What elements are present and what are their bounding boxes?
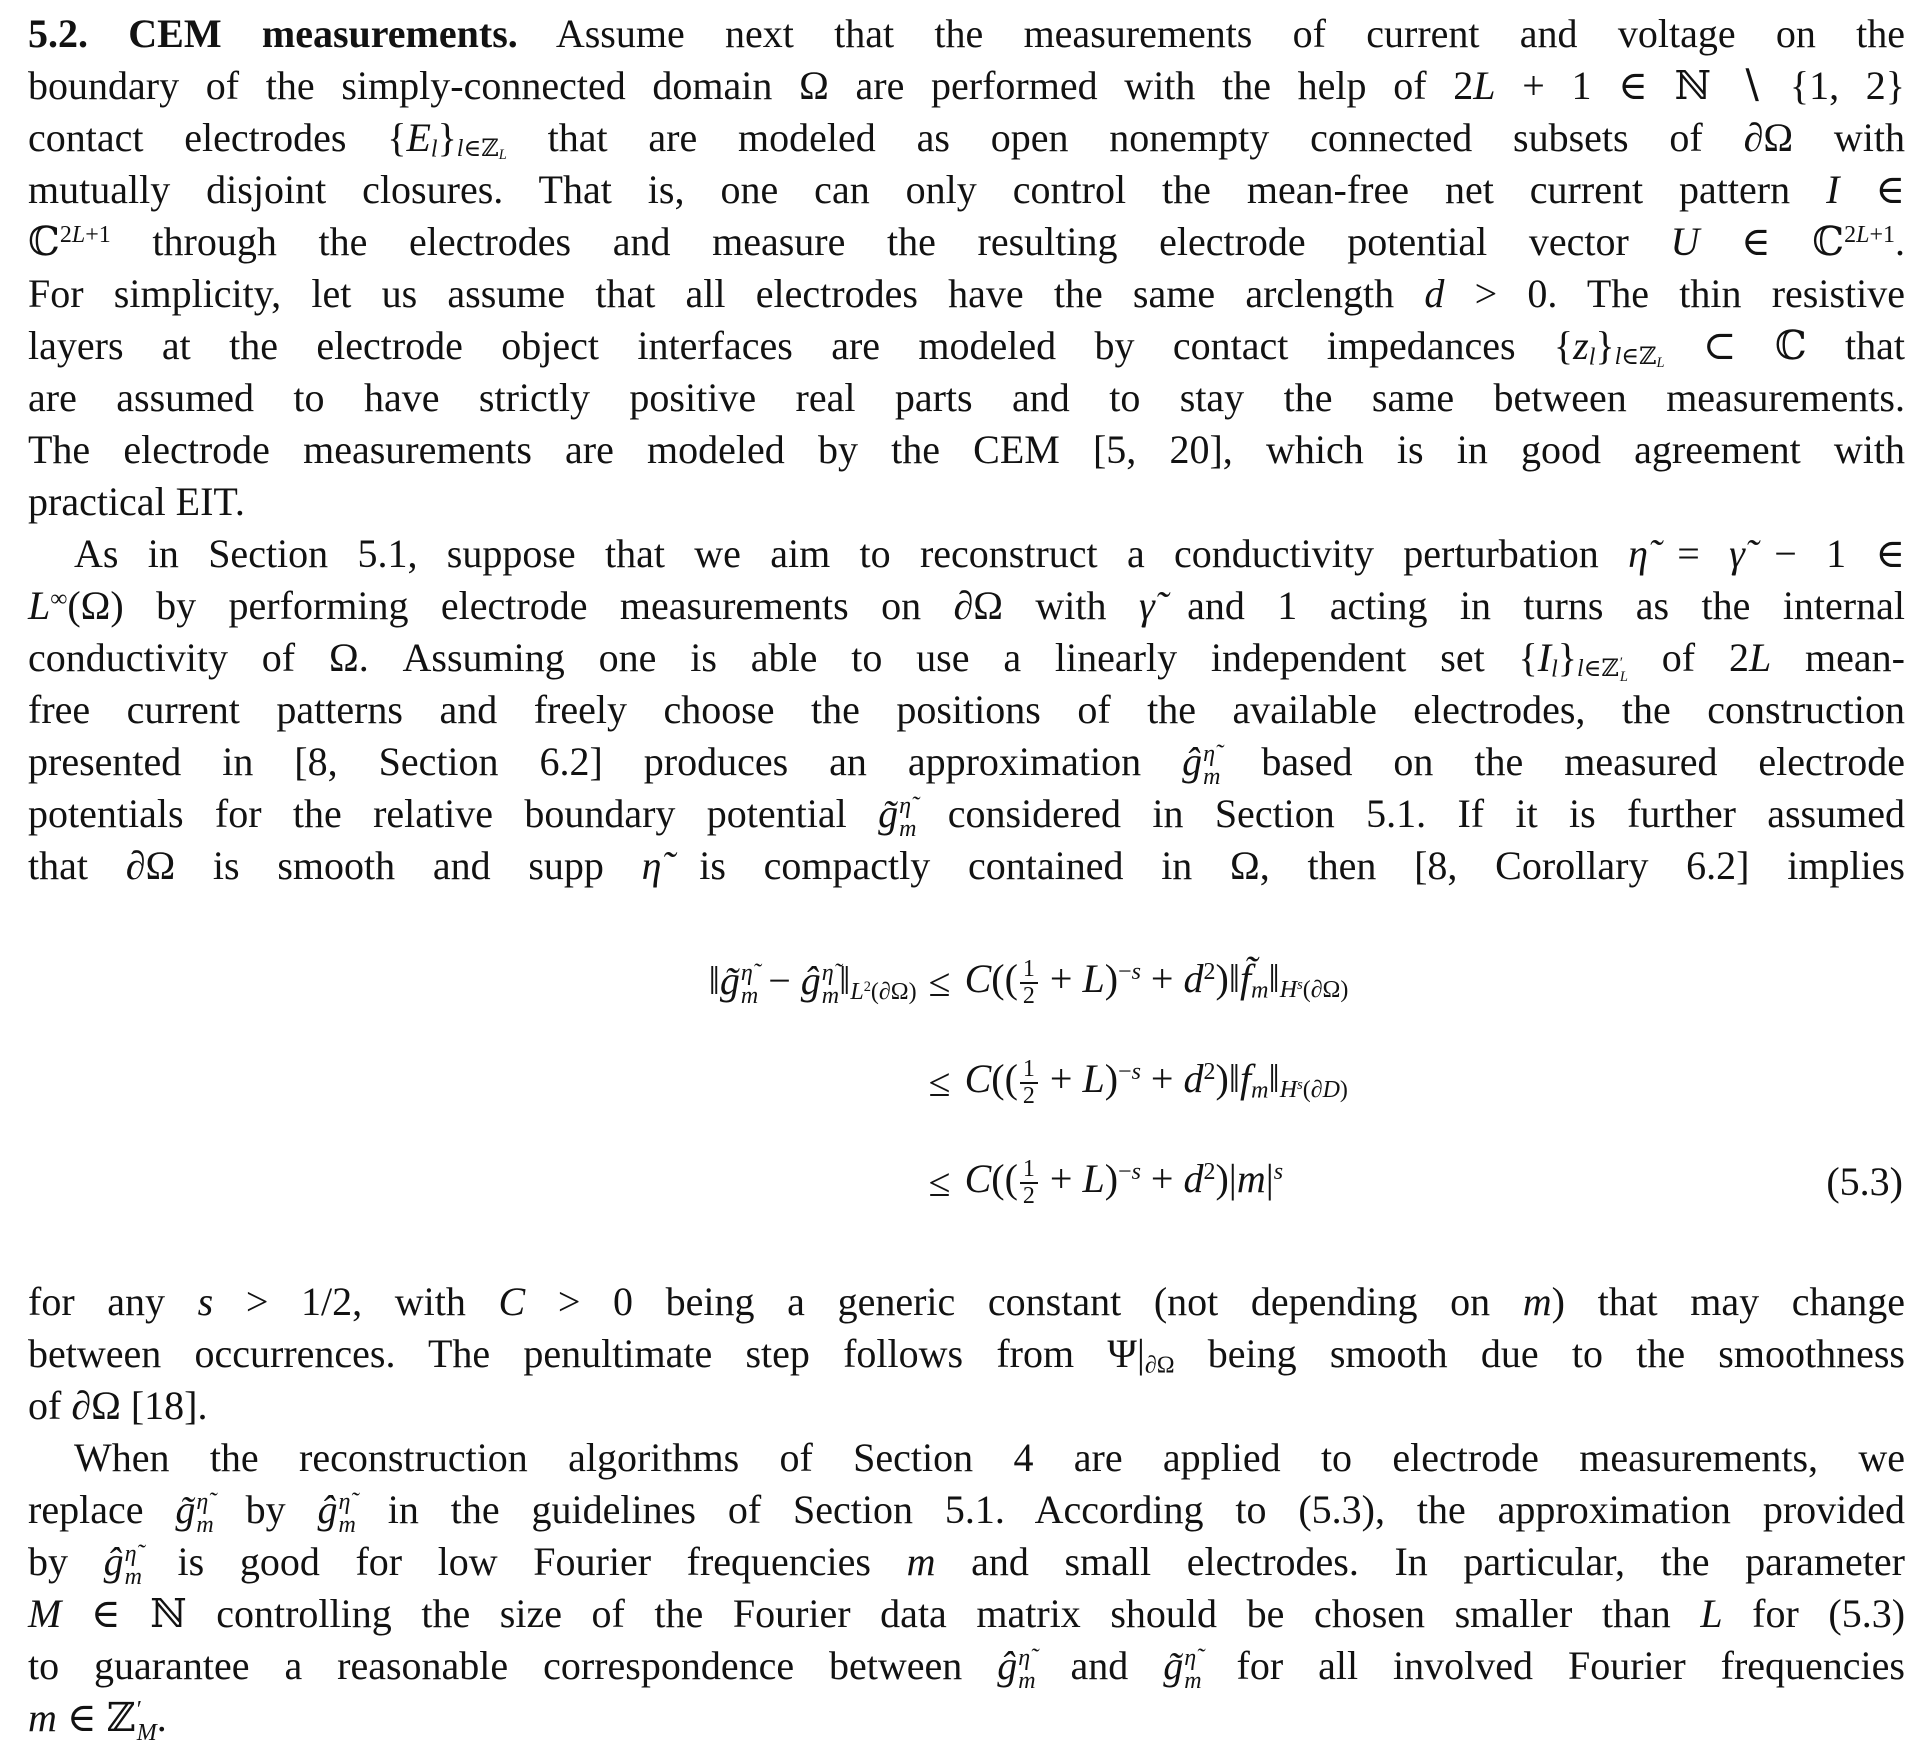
paragraph-algorithms — [28, 1432, 1905, 1744]
text-line: ℂ$^{2L+1}$ through the electrodes and measure the resulting electrode potential vector U ∈ ℂ$^{2L+1}$. — [28, 219, 1906, 265]
text-line: presented in [8, Section 6.2] produces an approximation ĝ η̃ m based on the measured electrode — [28, 739, 1905, 790]
text-line: conductivity of Ω. Assuming one is able to use a linearly independent set $\{I_l\}_{l\in ℤ ' L}$ of 2L mean- — [28, 635, 1905, 685]
text-line: to guarantee a reasonable correspondence between ĝ η̃ m and g̃ η̃ m for all involved Fourier frequencies — [28, 1643, 1905, 1694]
text-line: free current patterns and freely choose the positions of the available electrodes, the construction — [28, 687, 1905, 732]
paragraph-cem-measurements — [28, 8, 1905, 528]
text-line: that ∂Ω is smooth and supp η̃ is compactly contained in Ω, then [8, Corollary 6.2] implies — [28, 843, 1905, 888]
text-line: layers at the electrode object interfaces are modeled by contact impedances $\{z_l\}_{l\in ℤ_L}$ ⊂ ℂ that — [28, 323, 1906, 372]
text-line: potentials for the relative boundary potential g̃ η̃ m considered in Section 5.1. If it is further assumed — [28, 791, 1905, 842]
section-heading-line: 5.2. CEM measurements. Assume next that the measurements of current and voltage on the — [28, 11, 1905, 56]
text-line: boundary of the simply-connected domain Ω are performed with the help of 2L + 1 ∈ ℕ ∖ {1, 2} — [28, 63, 1906, 109]
text-line: M ∈ ℕ controlling the size of the Fourier data matrix should be chosen smaller than L for (5.3) — [28, 1591, 1906, 1637]
equation-line — [585, 1032, 1349, 1132]
equation-lhs: ‖g̃ η̃ m − ĝ η̃ m $‖_{L^2(\partial\Omega)}$ — [708, 957, 917, 1009]
leq-sign: ≤ — [928, 959, 951, 1005]
equation-rhs: C(( $\frac{1}{2}$ + $L)^{-s} + d^2)‖f̃_m‖_{H^s(\partial\Omega)}$ — [964, 955, 1349, 1009]
text-line: between occurrences. The penultimate step follows from $\Psi|_{\partial\Omega}$ being smooth due to the smoothness — [28, 1331, 1905, 1379]
paragraph-constant-remark — [28, 1276, 1905, 1432]
text-line: The electrode measurements are modeled by the CEM [5, 20], which is in good agreement with — [28, 427, 1905, 472]
equation-line — [585, 1132, 1349, 1232]
text-line: are assumed to have strictly positive real parts and to stay the same between measurements. — [28, 375, 1905, 420]
text-line: For simplicity, let us assume that all electrodes have the same arclength d > 0. The thin resistive — [28, 271, 1905, 316]
text-line: contact electrodes $\{E_l\}_{l\in ℤ_L}$ that are modeled as open nonempty connected subsets of ∂Ω with — [28, 115, 1906, 164]
text-line: mutually disjoint closures. That is, one can only control the mean-free net current pattern I ∈ — [28, 167, 1906, 212]
display-equation-5-3 — [28, 892, 1905, 1276]
equation-line — [585, 932, 1349, 1032]
text-line: practical EIT. — [28, 479, 245, 524]
text-line: L∞(Ω) by performing electrode measurements on ∂Ω with γ̃ and 1 acting in turns as the internal — [28, 583, 1905, 628]
leq-sign: ≤ — [928, 1159, 951, 1205]
equation-rhs: C(( $\frac{1}{2}$ + $L)^{-s} + d^2)|m|^s$ — [964, 1155, 1284, 1209]
text-line: When the reconstruction algorithms of Section 4 are applied to electrode measurements, we — [74, 1435, 1905, 1480]
equation-block — [585, 932, 1349, 1232]
text-line: of ∂Ω [18]. — [28, 1383, 208, 1428]
text-line: As in Section 5.1, suppose that we aim to reconstruct a conductivity perturbation η̃ = γ̃ − 1 ∈ — [74, 531, 1906, 576]
text-line: by ĝ η̃ m is good for low Fourier frequencies m and small electrodes. In particular, the parameter — [28, 1539, 1905, 1590]
leq-sign: ≤ — [928, 1059, 951, 1105]
equation-rhs: C(( $\frac{1}{2}$ + $L)^{-s} + d^2)‖f_m‖_{H^s(\partial D)}$ — [964, 1055, 1348, 1109]
paragraph-reconstruction — [28, 528, 1905, 892]
text-line: for any s > 1/2, with C > 0 being a generic constant (not depending on m) that may change — [28, 1279, 1905, 1324]
equation-number: (5.3) — [1826, 1159, 1903, 1204]
text-line: m ∈ ℤ ′ M . — [28, 1695, 167, 1746]
text-line: replace g̃ η̃ m by ĝ η̃ m in the guidelines of Section 5.1. According to (5.3), the approximation provided — [28, 1487, 1906, 1538]
